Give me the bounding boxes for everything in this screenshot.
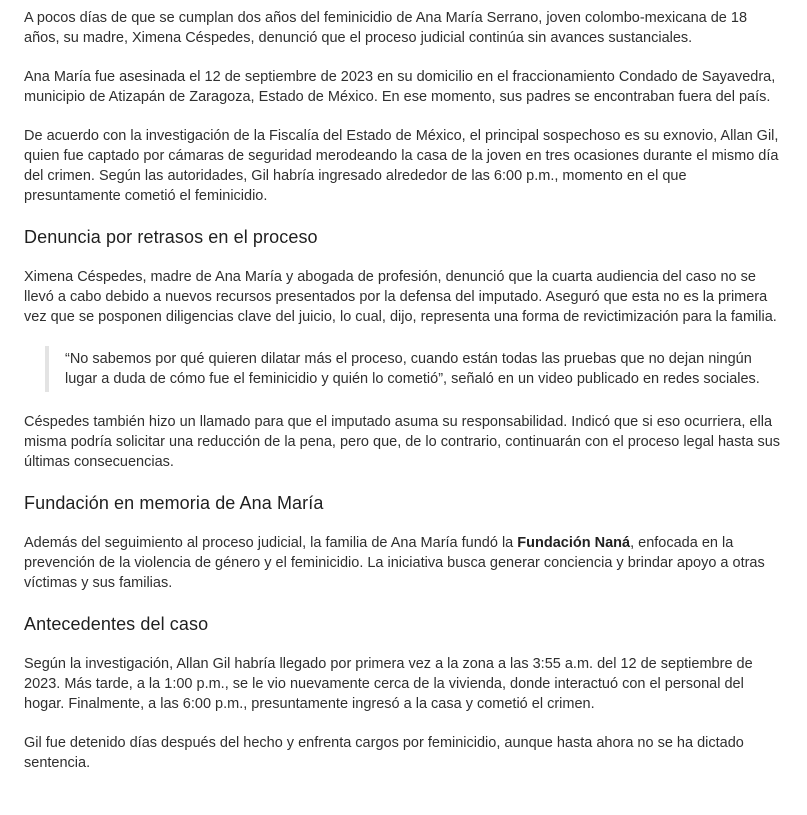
paragraph-call-to-responsibility: Céspedes también hizo un llamado para que el imputado asuma su responsabilidad. Indicó que si eso ocurriera, ella misma podría solicitar una reducción de la pena, pero que, de lo contrario, continuarán con el proceso legal hasta sus últimas consecuencias. (24, 414, 781, 470)
paragraph-investigation: De acuerdo con la investigación de la Fiscalía del Estado de México, el principal sospechoso es su exnovio, Allan Gil, quien fue captado por cámaras de seguridad merodeando la casa de la joven en tres ocasiones durante el mismo día del crimen. Según las autoridades, Gil habría ingresado alrededor de las 6:00 p.m., momento en el que presuntamente cometió el feminicidio. (24, 128, 779, 204)
foundation-text-before: Además del seguimiento al proceso judicial, la familia de Ana María fundó la (24, 535, 518, 551)
section-heading-background: Antecedentes del caso (24, 614, 209, 634)
blockquote-mother-statement: “No sabemos por qué quieren dilatar más el proceso, cuando están todas las pruebas que no dejan ningún lugar a duda de cómo fue el feminicidio y quién lo cometió”, señaló en un video publicado en redes sociales. (45, 346, 783, 392)
section-heading-foundation: Fundación en memoria de Ana María (24, 493, 324, 513)
paragraph-murder-details: Ana María fue asesinada el 12 de septiembre de 2023 en su domicilio en el fraccionamiento Condado de Sayavedra, municipio de Atizapán de Zaragoza, Estado de México. En ese momento, sus padres se encontraban fuera del país. (24, 69, 776, 105)
paragraph-arrest: Gil fue detenido días después del hecho y enfrenta cargos por feminicidio, aunque hasta ahora no se ha dictado sentencia. (24, 735, 744, 771)
paragraph-foundation (24, 533, 783, 593)
paragraph-intro: A pocos días de que se cumplan dos años del feminicidio de Ana María Serrano, joven colombo-mexicana de 18 años, su madre, Ximena Céspedes, denunció que el proceso judicial continúa sin avances sustanciales. (24, 10, 748, 46)
paragraph-mother-complaint: Ximena Céspedes, madre de Ana María y abogada de profesión, denunció que la cuarta audiencia del caso no se llevó a cabo debido a nuevos recursos presentados por la defensa del imputado. Aseguró que esta no es la primera vez que se posponen diligencias clave del juicio, lo cual, dijo, representa una forma de revictimización para la familia. (24, 269, 777, 325)
paragraph-timeline: Según la investigación, Allan Gil habría llegado por primera vez a la zona a las 3:55 a.m. del 12 de septiembre de 2023. Más tarde, a la 1:00 p.m., se le vio nuevamente cerca de la vivienda, donde interactuó con el personal del hogar. Finalmente, a las 6:00 p.m., presuntamente ingresó a la casa y cometió el crimen. (24, 656, 753, 712)
foundation-name: Fundación Naná (517, 535, 631, 551)
section-heading-delays: Denuncia por retrasos en el proceso (24, 227, 318, 247)
foundation-text-after: , enfocada en la prevención de la violencia de género y el feminicidio. La iniciativa busca generar conciencia y brindar apoyo a otras víctimas y sus familias. (24, 535, 765, 591)
